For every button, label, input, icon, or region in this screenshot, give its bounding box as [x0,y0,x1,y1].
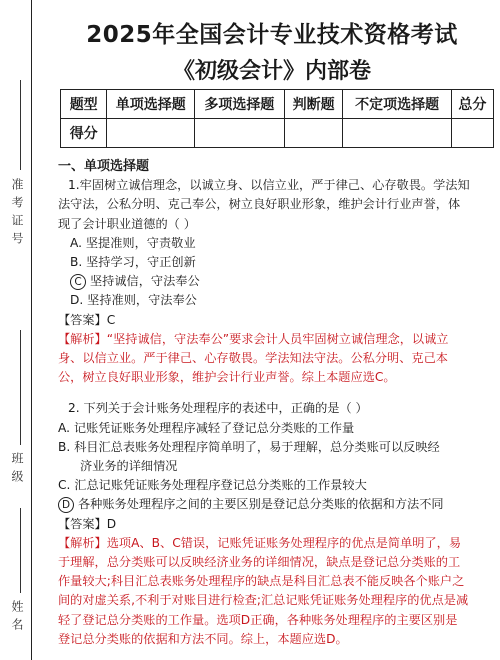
q1-analysis-line: 【解析】“坚持诚信，守法奉公”要求会计人员牢固树立诚信理念，以诚立 [58,331,449,346]
name-blank[interactable] [20,508,21,593]
class-blank[interactable] [20,330,21,445]
q2-analysis-line: 于理解，总分类账可以反映经济业务的详细情况，缺点是登记总分类账的工 [58,555,461,570]
q2-option-d-text: 各种账务处理程序之间的主要区别是登记总分类账的依据和方法不同 [78,497,444,512]
q2-option-c: C. 汇总记账凭证账务处理程序登记总分类账的工作景较大 [58,478,367,493]
q1-option-a: A. 坚提准则，守责敬业 [70,235,196,250]
q1-option-c-text: 坚持诚信，守法奉公 [90,274,200,289]
score-input-cell[interactable] [451,119,493,148]
score-table-score-row [61,119,494,148]
q2-analysis-line: 【解析】选项A、B、C错误，记账凭证账务处理程序的优点是简单明了，易 [58,535,462,550]
question-content [58,157,498,649]
q1-analysis-line: 公，树立良好职业形象，维护会计行业声誉。综上本题应选C。 [58,370,396,385]
spacer [58,387,498,399]
score-table-header-row [61,90,494,119]
q1-option-c [58,272,498,291]
ticket-number-blank[interactable] [20,80,21,170]
score-header-cell: 总分 [451,90,493,119]
q2-stem: 2. 下列关于会计账务处理程序的表述中，正确的是（ ） [68,401,368,416]
q2-option-b-cont: 济业务的详细情况 [80,459,178,474]
circled-answer-mark: C [70,274,86,290]
score-header-cell: 判断题 [284,90,343,119]
name-label: 姓名 [10,600,24,636]
exam-subtitle: 《初级会计》内部卷 [172,59,371,84]
q2-answer: 【答案】D [58,516,117,531]
q1-stem-line: 1.牢固树立诚信理念，以诚立身、以信立业，严于律己、心存敬畏。学法知 [68,178,470,193]
q1-stem-line: 法守法，公私分明、克己奉公，树立良好职业形象，维护会计行业声誉，体 [58,197,461,212]
q2-option-d [58,495,498,514]
q2-analysis-line: 间的对虚关系,不利于对账目进行检查;汇总记账凭证账务处理程序的优点是减 [58,593,469,608]
score-input-cell[interactable] [107,119,195,148]
q1-answer: 【答案】C [58,312,116,327]
q1-option-b: B. 坚持学习，守正创新 [70,255,196,270]
exam-title: 2025年全国会计专业技术资格考试 [86,22,458,48]
score-table [60,89,494,148]
q1-option-d: D. 坚持准则，守法奉公 [70,293,197,308]
q1-stem-line: 现了会计职业道德的（ ） [58,216,196,231]
binding-line [31,0,32,660]
q2-analysis-line: 登记总分类账的依据和方法不同。综上，本题应选D。 [58,631,348,646]
score-header-cell: 题型 [61,90,107,119]
section-title: 一、单项选择题 [58,159,150,174]
score-input-cell[interactable] [343,119,451,148]
score-header-cell: 单项选择题 [107,90,195,119]
score-header-cell: 多项选择题 [195,90,285,119]
score-input-cell[interactable] [195,119,285,148]
binding-margin [0,0,40,660]
score-row-label: 得分 [61,119,107,148]
q2-analysis-line: 作量较大;科目汇总表账务处理程序的缺点是科目汇总表不能反映各个账户之 [58,574,465,589]
score-input-cell[interactable] [284,119,343,148]
q2-analysis-line: 轻了登记总分类账的工作量。选项D正确，各种账务处理程序的主要区别是 [58,612,458,627]
ticket-number-label: 准考证号 [10,178,24,250]
score-header-cell: 不定项选择题 [343,90,451,119]
q1-analysis-line: 身、以信立业。严于律己、心存敬畏。学法知法守法。公私分明、克己本 [58,351,448,366]
circled-answer-mark: D [58,497,74,513]
class-label: 班级 [10,452,24,488]
q2-option-a: A. 记账凭证账务处理程序减轻了登记总分类账的工作量 [58,420,355,435]
q2-option-b: B. 科目汇总表账务处理程序简单明了，易于理解，总分类账可以反映经 [58,439,440,454]
